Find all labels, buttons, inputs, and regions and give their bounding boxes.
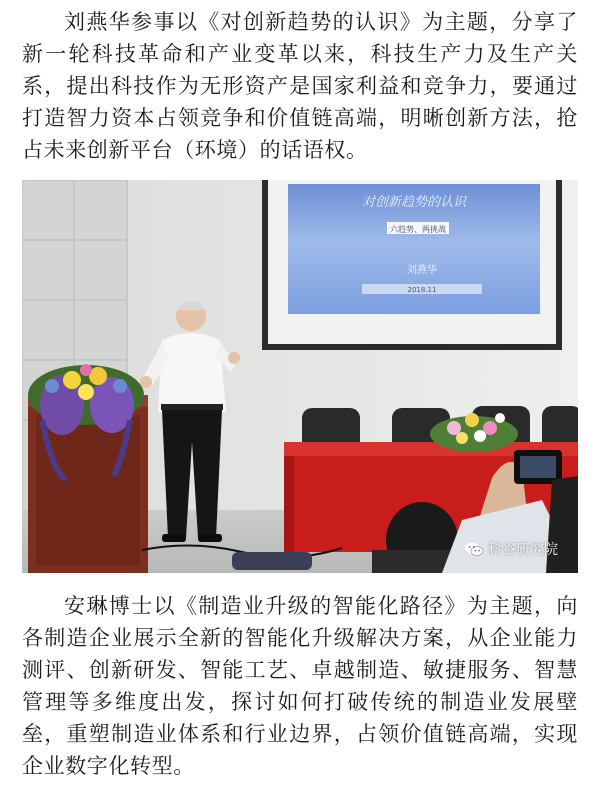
watermark [464, 539, 558, 559]
watermark-text: 科谷研究院 [488, 542, 558, 558]
wechat-icon [464, 541, 484, 557]
slide-author: 刘燕华 [407, 265, 437, 276]
floor-bag [232, 552, 312, 570]
photo-lecture [22, 180, 578, 573]
slide-subtitle: 六趋势、两挑战 [390, 225, 446, 234]
article-paragraph-1: 刘燕华参事以《对创新趋势的认识》为主题，分享了新一轮科技革命和产业变革以来，科技生产力及生产关系，提出科技作为无形资产是国家利益和竞争力，要通过打造智力资本占领竞争和价值链高端，明晰创新方法，抢占未来创新平台（环境）的话语权。 [22, 10, 578, 162]
article-paragraph-2: 安琳博士以《制造业升级的智能化路径》为主题，向各制造企业展示全新的智能化升级解决方案，从企业能力测评、创新研发、智能工艺、卓越制造、敏捷服务、智慧管理等多维度出发，探讨如何打破传统的制造业发展壁垒，重塑制造业体系和行业边界，占领价值链高端，实现企业数字化转型。 [22, 594, 578, 778]
slide-title: 对创新趋势的认识 [361, 195, 467, 210]
slide-date: 2018.11 [407, 286, 437, 294]
projection-screen [262, 180, 562, 350]
